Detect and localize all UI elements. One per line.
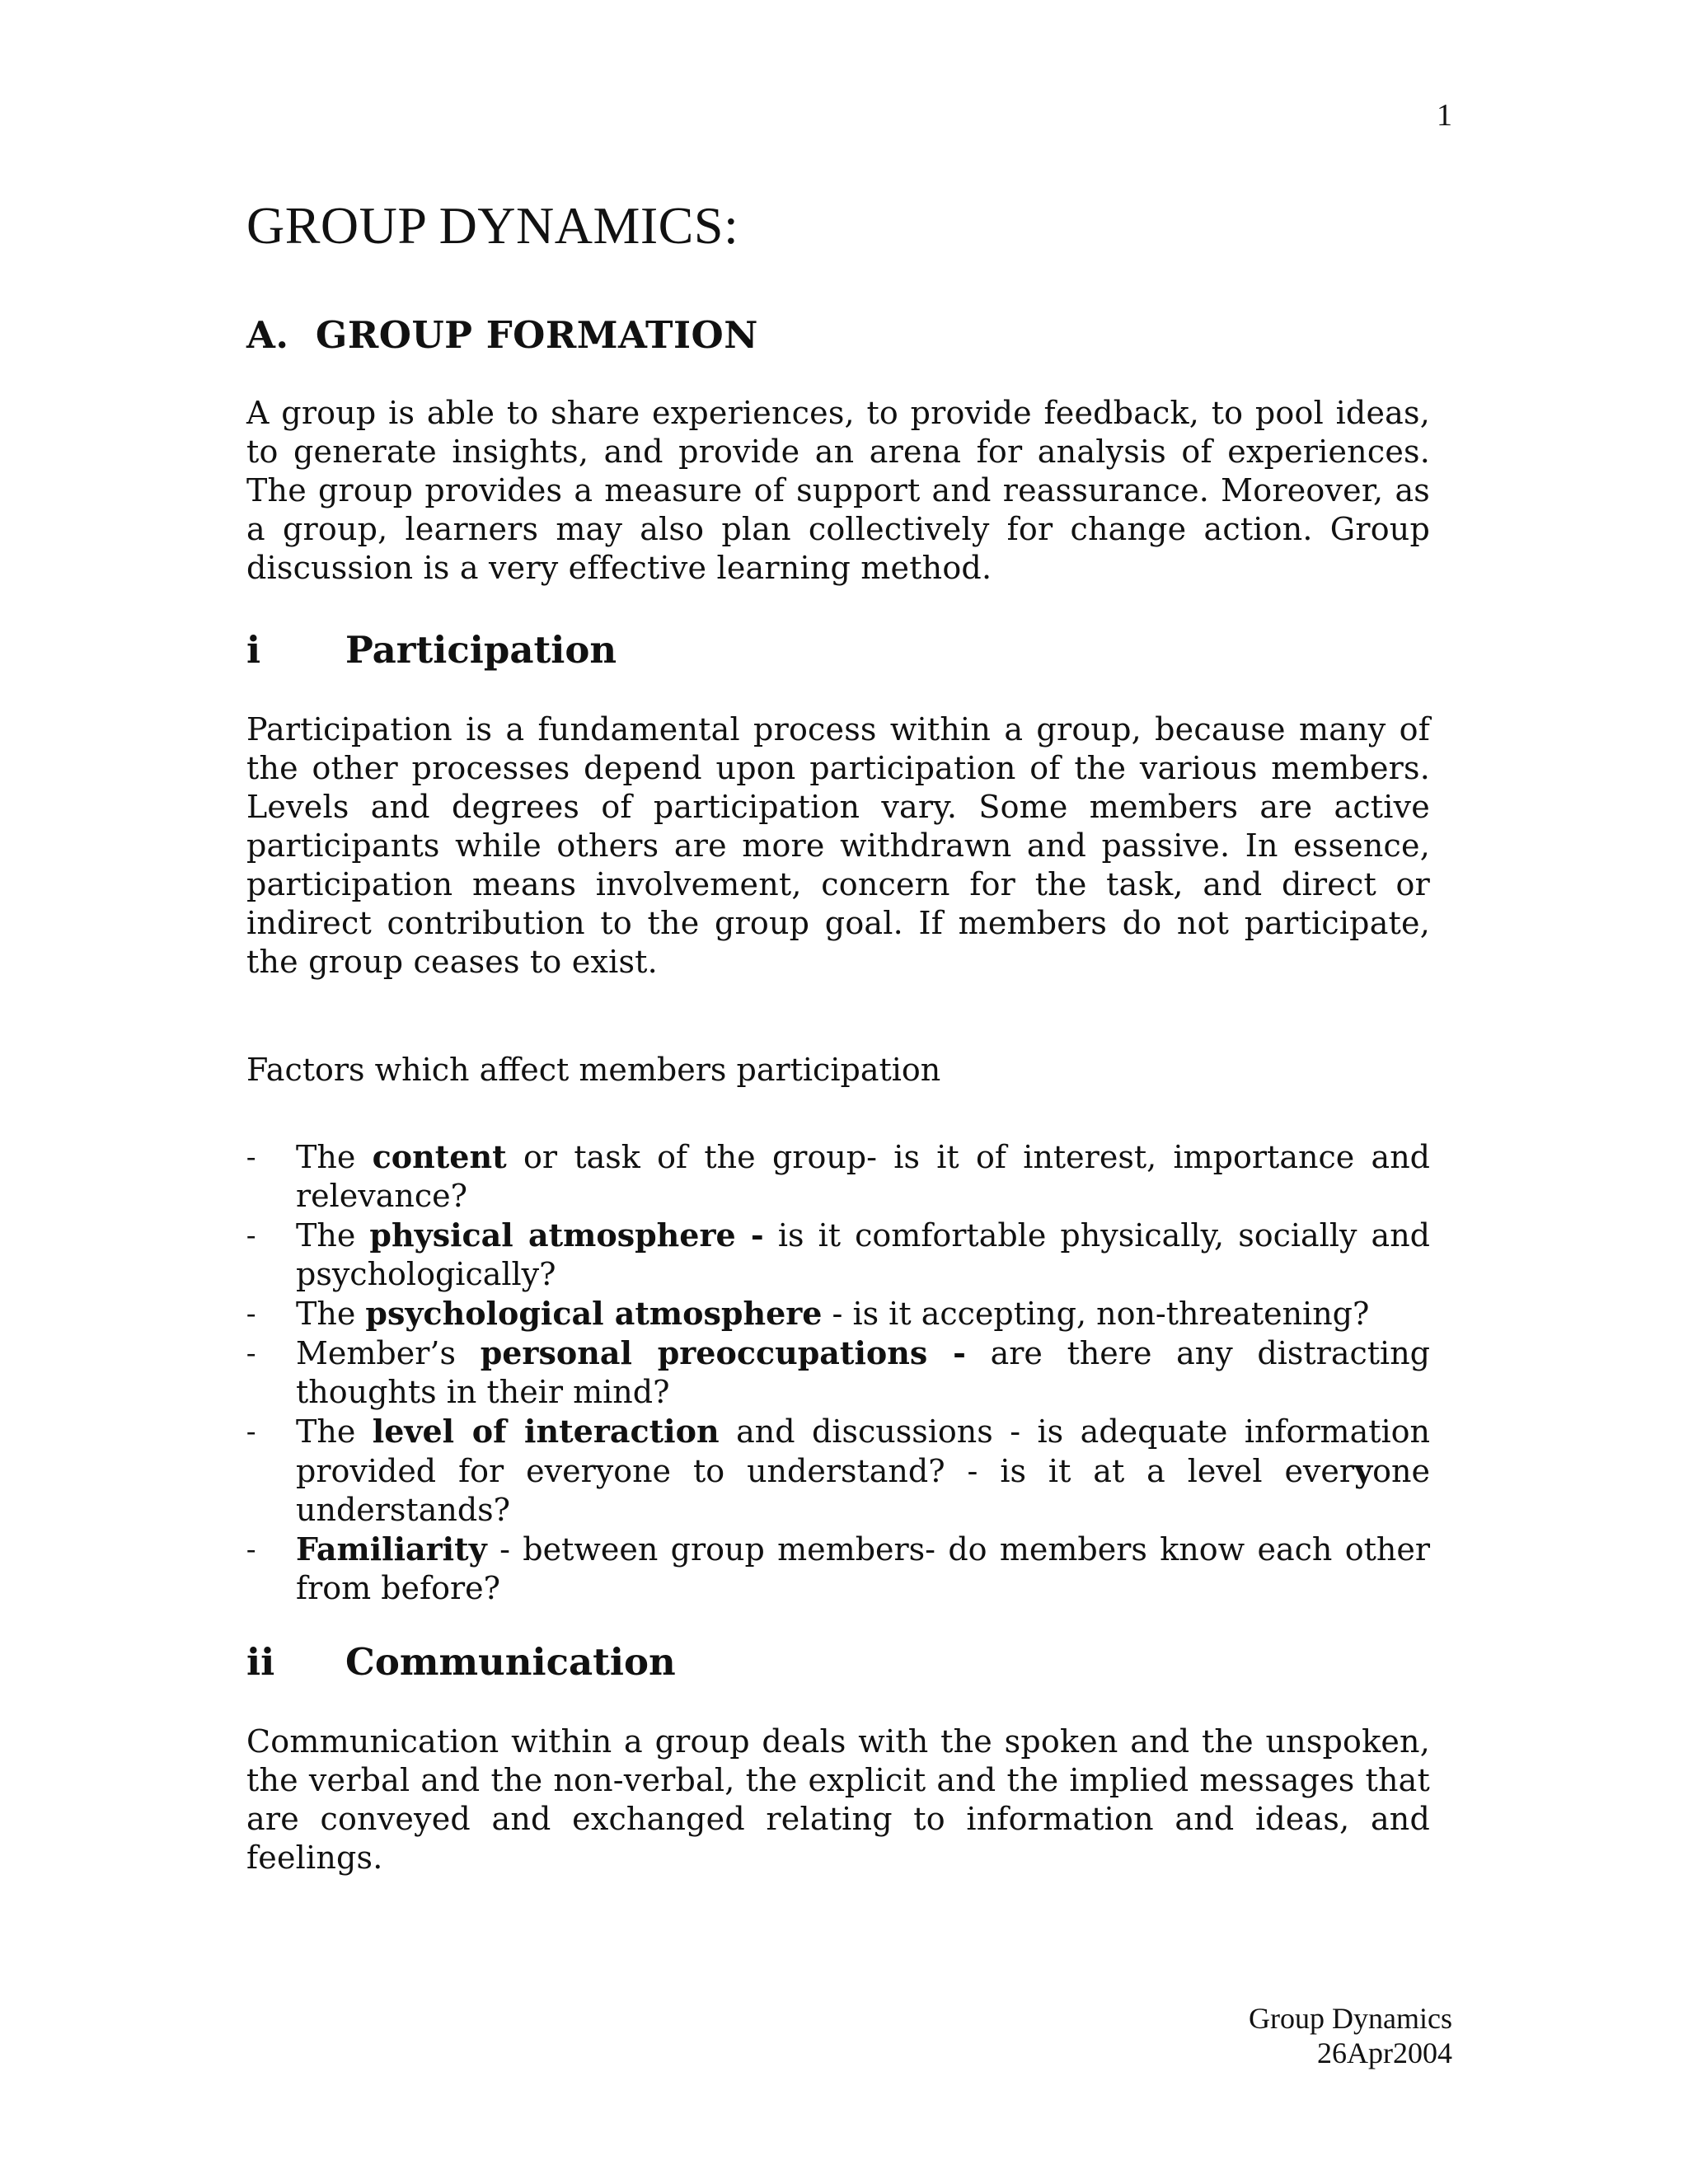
factor-text: is it comfortable physically, socially and [763, 1217, 1431, 1254]
factor-text: The [296, 1139, 373, 1175]
group-formation-paragraph [246, 394, 1430, 588]
paragraph-line: discussion is a very effective learning method. [246, 550, 992, 586]
bullet-dash: - [246, 1298, 256, 1329]
list-item-familiarity [246, 1530, 1430, 1608]
factor-keyword: psychological atmosphere [365, 1295, 823, 1332]
subheading-number: i [246, 628, 261, 672]
factor-keyword: level of interaction [372, 1413, 720, 1450]
list-item-level-of-interaction [246, 1412, 1430, 1530]
paragraph-line: A group is able to share experiences, to provide feedback, to pool ideas, [246, 395, 1430, 431]
subheading-title: Communication [345, 1640, 676, 1684]
footer-title: Group Dynamics [1249, 2002, 1452, 2035]
bullet-dash: - [246, 1416, 256, 1446]
paragraph-line: to generate insights, and provide an arena for analysis of experiences. [246, 434, 1430, 470]
factor-keyword: personal preoccupations - [480, 1334, 966, 1371]
subheading-participation [246, 628, 617, 672]
factor-text: Member’s [296, 1335, 481, 1371]
list-item-personal-preoccupations [246, 1333, 1430, 1412]
factor-keyword: physical atmosphere - [369, 1216, 764, 1254]
bullet-dash: - [246, 1338, 256, 1368]
factor-text: thoughts in their mind? [296, 1374, 670, 1410]
footer-date: 26Apr2004 [1317, 2036, 1452, 2069]
section-heading-group-formation: A. GROUP FORMATION [246, 313, 758, 357]
paragraph-line: the group ceases to exist. [246, 944, 658, 980]
factors-intro: Factors which affect members participation [246, 1052, 941, 1088]
factor-text: understands? [296, 1492, 511, 1528]
factor-text: The [296, 1413, 373, 1450]
factor-keyword: Familiarity [296, 1530, 487, 1568]
list-item-physical-atmosphere [246, 1216, 1430, 1294]
factor-text: - between group members- do members know each other [486, 1531, 1430, 1568]
paragraph-line: participation means involvement, concern for the task, and direct or [246, 866, 1430, 902]
bullet-dash: - [246, 1534, 256, 1564]
factors-list [246, 1137, 1430, 1608]
paragraph-line: indirect contribution to the group goal. If members do not participate, [246, 905, 1430, 941]
factor-text: from before? [296, 1570, 501, 1606]
factor-text: or task of the group- is it of interest, importance and [506, 1139, 1431, 1175]
bullet-dash: - [246, 1141, 256, 1172]
paragraph-line: a group, learners may also plan collectively for change action. Group [246, 511, 1430, 547]
factor-text: relevance? [296, 1178, 468, 1214]
paragraph-line: Communication within a group deals with the spoken and the unspoken, [246, 1723, 1430, 1760]
factor-text: The [296, 1217, 370, 1254]
list-item-psychological-atmosphere [246, 1294, 1430, 1333]
paragraph-line: are conveyed and exchanged relating to information and ideas, and [246, 1801, 1430, 1837]
factor-text: are there any distracting [965, 1335, 1430, 1371]
factor-keyword: content [372, 1138, 507, 1175]
paragraph-line: Participation is a fundamental process within a group, because many of [246, 711, 1430, 748]
paragraph-line: Levels and degrees of participation vary. Some members are active [246, 789, 1430, 825]
bullet-dash: - [246, 1220, 256, 1250]
subheading-title: Participation [345, 628, 617, 672]
paragraph-line: participants while others are more withdrawn and passive. In essence, [246, 827, 1430, 864]
subheading-communication [246, 1640, 676, 1684]
paragraph-line: the verbal and the non-verbal, the explicit and the implied messages that [246, 1762, 1430, 1798]
factor-text: one [1372, 1453, 1430, 1489]
paragraph-line: the other processes depend upon participation of the various members. [246, 750, 1430, 786]
document-title: GROUP DYNAMICS: [246, 196, 739, 255]
factor-text: and discussions - is adequate information [719, 1413, 1431, 1450]
factor-text: psychologically? [296, 1256, 556, 1292]
factor-text: - is it accepting, non-threatening? [822, 1296, 1370, 1332]
participation-paragraph [246, 710, 1430, 982]
factor-text: The [296, 1296, 366, 1332]
factor-keyword: y [1354, 1452, 1373, 1489]
page-number: 1 [1437, 98, 1452, 133]
subheading-number: ii [246, 1640, 275, 1684]
paragraph-line: The group provides a measure of support and reassurance. Moreover, as [246, 472, 1430, 509]
factor-text: provided for everyone to understand? - is it at a level ever [296, 1453, 1355, 1489]
paragraph-line: feelings. [246, 1840, 383, 1876]
list-item-content [246, 1137, 1430, 1216]
communication-paragraph [246, 1722, 1430, 1877]
